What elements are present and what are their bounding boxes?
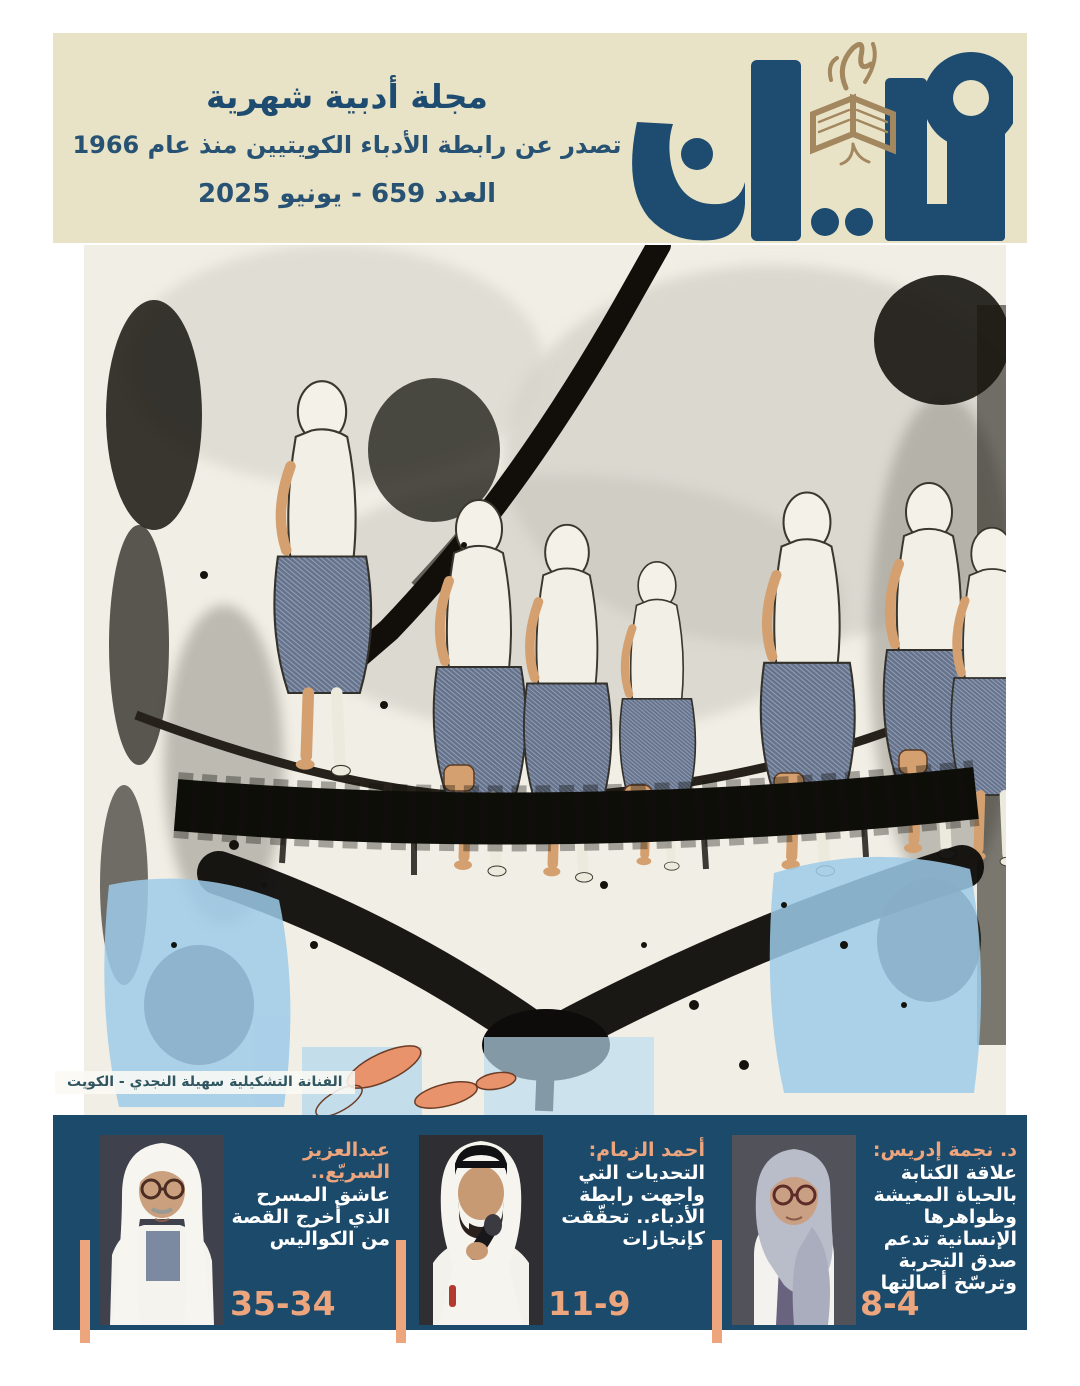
accent-bar: [80, 1240, 90, 1343]
publisher-line: تصدر عن رابطة الأدباء الكويتيين منذ عام 1966: [72, 131, 622, 159]
accent-bar: [712, 1240, 722, 1343]
feature-photo-abdulaziz-alsarie: [100, 1135, 224, 1325]
features-band: [53, 1115, 1027, 1330]
magazine-tagline: مجلة أدبية شهرية: [206, 77, 488, 116]
feature-photo-najma-idris: [732, 1135, 856, 1325]
logo-calligraphy-icon: [621, 36, 1013, 242]
feature-pages: 11-9: [548, 1284, 631, 1323]
feature-headline: التحديات التي واجهت رابطة الأدباء.. تحقّقت كإنجازات: [561, 1162, 705, 1250]
feature-text: [548, 1139, 705, 1325]
feature-author: أحمد الزمام:: [588, 1139, 705, 1161]
feature-headline: عاشق المسرح الذي أخرج القصة من الكواليس: [231, 1184, 390, 1250]
feature-text: [860, 1139, 1017, 1325]
feature-author: د. نجمة إدريس:: [872, 1139, 1017, 1161]
feature-pages: 35-34: [230, 1284, 336, 1323]
feature-headline: علاقة الكتابة بالحياة المعيشة وظواهرها الإنسانية تدعم صدق التجربة وترسّخ أصالتها: [873, 1162, 1017, 1294]
book-emblem-icon: [813, 44, 893, 164]
masthead-text: [53, 77, 641, 209]
watercolor-painting: [84, 245, 1006, 1118]
feature-pages: 8-4: [860, 1284, 920, 1323]
masthead: [53, 33, 1027, 243]
cover-artwork: [84, 245, 1006, 1118]
artist-caption: الفنانة التشكيلية سهيلة النجدي - الكويت: [55, 1071, 355, 1094]
magazine-logo: [621, 36, 1013, 242]
feature-text: [230, 1139, 390, 1325]
feature-author: عبدالعزيز السريّع..: [303, 1139, 390, 1183]
feature-photo-ahmad-alzamam: [419, 1135, 543, 1325]
issue-line: العدد 659 - يونيو 2025: [197, 179, 497, 209]
accent-bar: [396, 1240, 406, 1343]
